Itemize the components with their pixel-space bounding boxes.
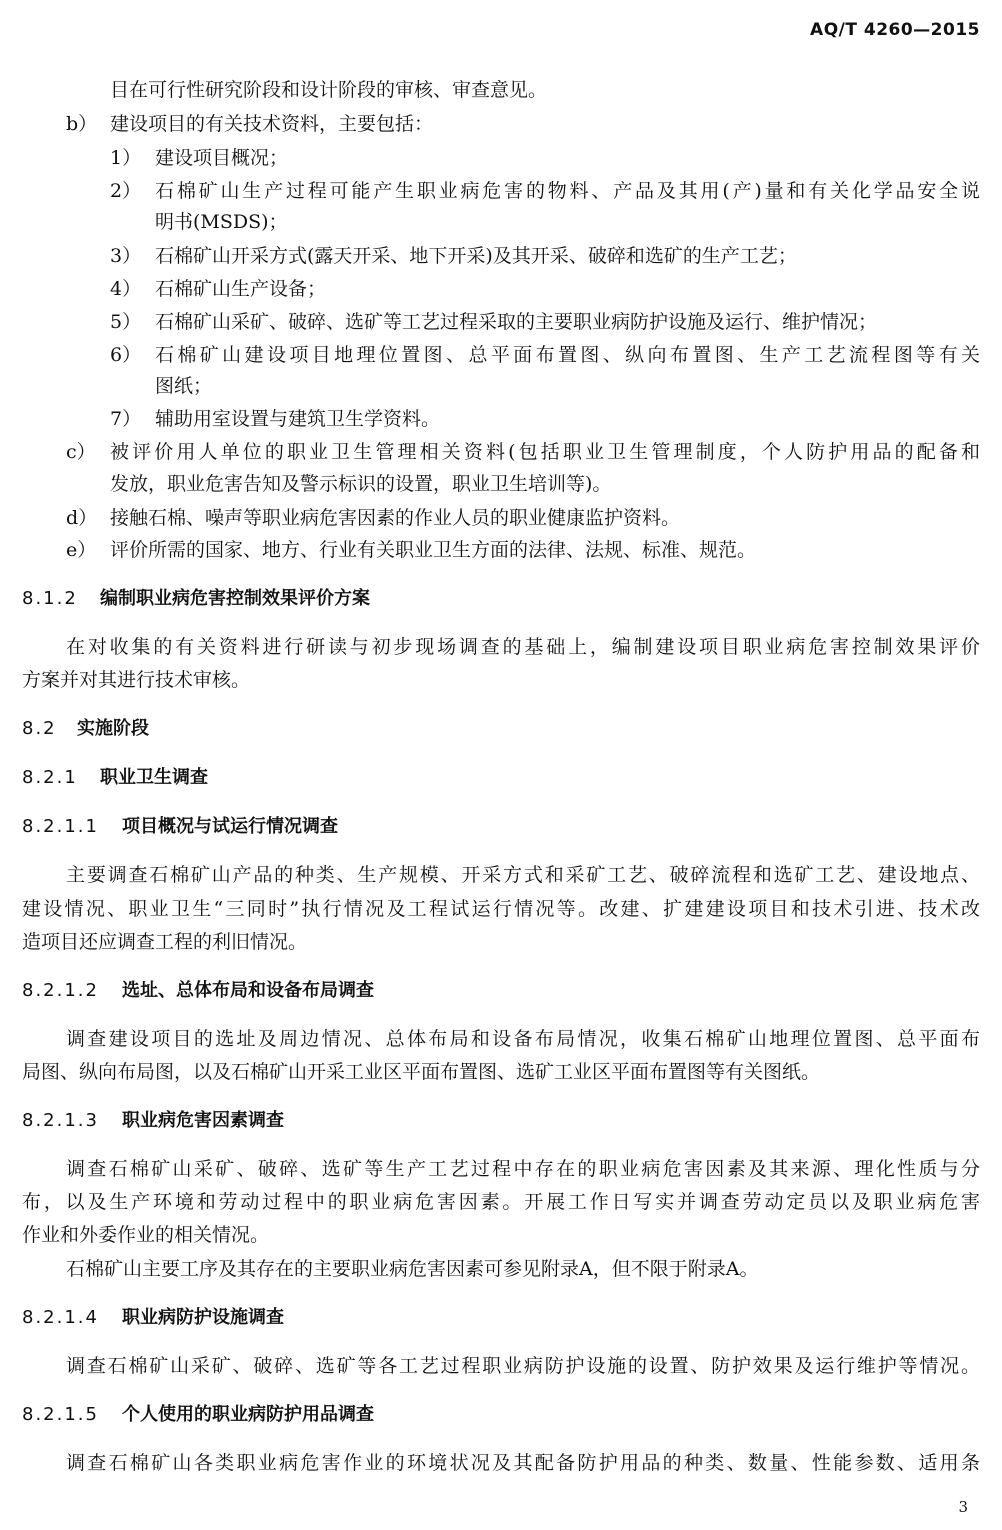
list-label-b: b） (66, 113, 98, 135)
sub-item-1: 建设项目概况； (155, 147, 289, 169)
section-heading-8-2-1-5 (22, 1402, 374, 1428)
paragraph-8-2-1-3-line2: 布，以及生产环境和劳动过程中的职业病危害因素。开展工作日写实并调查劳动定员以及职业病危害 (22, 1191, 980, 1213)
paragraph-8-2-1-3-line1: 调查石棉矿山采矿、破碎、选矿等生产工艺过程中存在的职业病危害因素及其来源、理化性质与分 (66, 1158, 980, 1180)
list-item-c-cont: 发放，职业危害告知及警示标识的设置，职业卫生培训等)。 (110, 473, 612, 495)
section-title: 职业病防护设施调查 (122, 1307, 284, 1328)
list-label-e: e） (66, 539, 97, 561)
sub-label-5: 5） (110, 311, 142, 333)
section-heading-8-2-1-4 (22, 1305, 284, 1331)
section-title: 实施阶段 (77, 718, 149, 739)
sub-label-4: 4） (110, 278, 142, 300)
section-number: 8.2.1 (22, 767, 78, 788)
paragraph-8-2-1-3-note: 石棉矿山主要工序及其存在的主要职业病危害因素可参见附录A，但不限于附录A。 (66, 1258, 759, 1280)
paragraph-8-2-1-1-line3: 造项目还应调查工程的利旧情况。 (22, 931, 308, 953)
paragraph-8-2-1-2-line1: 调查建设项目的选址及周边情况、总体布局和设备布局情况，收集石棉矿山地理位置图、总平面布 (66, 1028, 980, 1050)
list-label-c: c） (66, 441, 96, 463)
page-number: 3 (958, 1498, 968, 1516)
section-heading-8-2-1-1 (22, 814, 338, 840)
sub-label-3: 3） (110, 245, 142, 267)
sub-item-2-cont: 明书(MSDS)； (155, 211, 288, 233)
list-item-b: 建设项目的有关技术资料，主要包括： (110, 113, 434, 135)
sub-label-6: 6） (110, 344, 142, 366)
section-number: 8.2.1.5 (22, 1404, 99, 1425)
section-number: 8.2.1.1 (22, 816, 99, 837)
sub-label-2: 2） (110, 180, 142, 202)
section-heading-8-1-2 (22, 586, 370, 612)
section-title: 个人使用的职业病防护用品调查 (122, 1404, 374, 1425)
paragraph-8-2-1-1-line2: 建设情况、职业卫生“三同时”执行情况及工程试运行情况等。改建、扩建建设项目和技术引进、技术改 (22, 898, 980, 920)
section-heading-8-2-1 (22, 765, 208, 791)
paragraph-8-1-2-line2: 方案并对其进行技术审核。 (22, 669, 251, 691)
section-title: 职业病危害因素调查 (122, 1110, 284, 1131)
sub-item-5: 石棉矿山采矿、破碎、选矿等工艺过程采取的主要职业病防护设施及运行、维护情况； (155, 311, 878, 333)
sub-item-2: 石棉矿山生产过程可能产生职业病危害的物料、产品及其用(产)量和有关化学品安全说 (155, 180, 980, 202)
section-title: 职业卫生调查 (100, 767, 208, 788)
section-number: 8.2.1.2 (22, 980, 99, 1001)
paragraph-8-2-1-4-line1: 调查石棉矿山采矿、破碎、选矿等各工艺过程职业病防护设施的设置、防护效果及运行维护等情况。 (66, 1355, 980, 1377)
sub-item-7: 辅助用室设置与建筑卫生学资料。 (155, 408, 441, 430)
sub-item-4: 石棉矿山生产设备； (155, 278, 327, 300)
section-title: 项目概况与试运行情况调查 (122, 816, 338, 837)
sub-item-3: 石棉矿山开采方式(露天开采、地下开采)及其开采、破碎和选矿的生产工艺； (155, 245, 797, 267)
section-title: 编制职业病危害控制效果评价方案 (100, 588, 370, 609)
standard-number-header: AQ/T 4260—2015 (810, 20, 980, 40)
paragraph-8-2-1-5-line1: 调查石棉矿山各类职业病危害作业的环境状况及其配备防护用品的种类、数量、性能参数、适用条 (66, 1452, 980, 1474)
section-heading-8-2-1-2 (22, 978, 374, 1004)
section-heading-8-2 (22, 716, 149, 742)
section-number: 8.2.1.3 (22, 1110, 99, 1131)
sub-item-6-cont: 图纸； (155, 375, 213, 397)
list-item-d: 接触石棉、噪声等职业病危害因素的作业人员的职业健康监护资料。 (110, 507, 681, 529)
section-title: 选址、总体布局和设备布局调查 (122, 980, 374, 1001)
section-heading-8-2-1-3 (22, 1108, 284, 1134)
section-number: 8.1.2 (22, 588, 78, 609)
paragraph-8-2-1-3-line3: 作业和外委作业的相关情况。 (22, 1224, 270, 1246)
paragraph-8-2-1-2-line2: 局图、纵向布局图，以及石棉矿山开采工业区平面布置图、选矿工业区平面布置图等有关图纸。 (22, 1061, 821, 1083)
sub-label-7: 7） (110, 408, 142, 430)
list-label-d: d） (66, 507, 98, 529)
paragraph-8-1-2-line1: 在对收集的有关资料进行研读与初步现场调查的基础上，编制建设项目职业病危害控制效果评价 (66, 636, 980, 658)
list-continuation: 目在可行性研究阶段和设计阶段的审核、审查意见。 (110, 79, 548, 101)
section-number: 8.2.1.4 (22, 1307, 99, 1328)
list-item-c: 被评价用人单位的职业卫生管理相关资料(包括职业卫生管理制度，个人防护用品的配备和 (110, 441, 980, 463)
list-item-e: 评价所需的国家、地方、行业有关职业卫生方面的法律、法规、标准、规范。 (110, 539, 757, 561)
sub-item-6: 石棉矿山建设项目地理位置图、总平面布置图、纵向布置图、生产工艺流程图等有关 (155, 344, 980, 366)
sub-label-1: 1） (110, 147, 142, 169)
paragraph-8-2-1-1-line1: 主要调查石棉矿山产品的种类、生产规模、开采方式和采矿工艺、破碎流程和选矿工艺、建设地点、 (66, 864, 980, 886)
section-number: 8.2 (22, 718, 57, 739)
